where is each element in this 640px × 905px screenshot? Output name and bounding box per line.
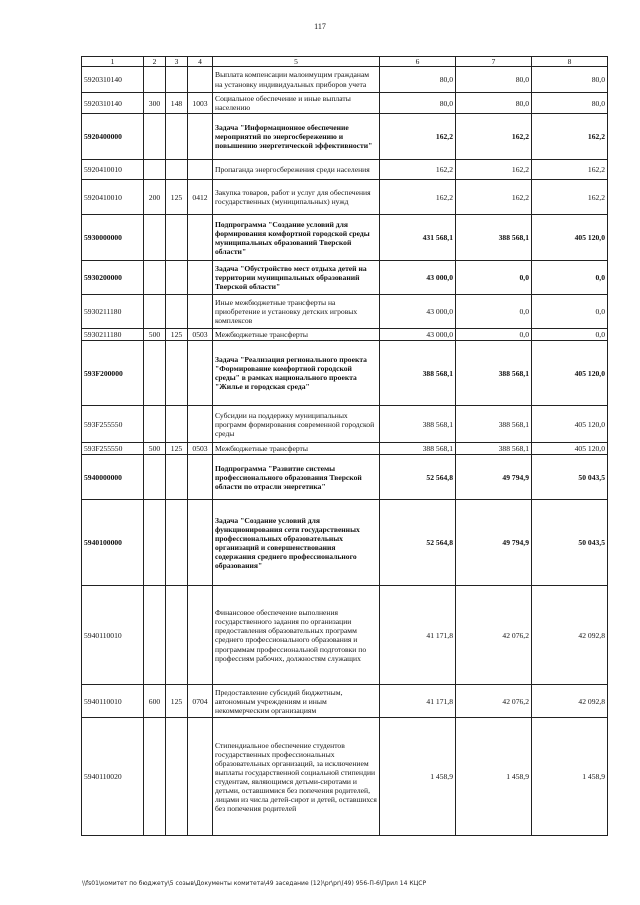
row-description: Задача "Создание условий для функционирования сети государственных профессиональных образовательных организаций и совершенствования содержания среднего профессионального образования" — [213, 500, 380, 586]
row-value-8: 80,0 — [532, 67, 608, 93]
row-ministry — [166, 406, 188, 443]
row-section: 0503 — [188, 443, 213, 455]
row-value-7: 80,0 — [456, 67, 532, 93]
row-type — [144, 406, 166, 443]
table-row — [82, 160, 608, 180]
row-value-6: 41 171,8 — [380, 685, 456, 718]
row-ministry — [166, 160, 188, 180]
row-value-8: 50 043,5 — [532, 455, 608, 500]
table-row — [82, 586, 608, 685]
row-value-6: 431 568,1 — [380, 215, 456, 261]
row-value-7: 162,2 — [456, 114, 532, 160]
table-row — [82, 93, 608, 114]
row-value-6: 388 568,1 — [380, 406, 456, 443]
header-cell: 6 — [380, 57, 456, 67]
row-value-8: 0,0 — [532, 295, 608, 329]
table-row — [82, 215, 608, 261]
row-ministry: 125 — [166, 329, 188, 341]
row-value-7: 162,2 — [456, 160, 532, 180]
row-ministry — [166, 261, 188, 295]
row-value-8: 0,0 — [532, 329, 608, 341]
row-value-7: 49 794,9 — [456, 455, 532, 500]
table-row — [82, 180, 608, 215]
row-type — [144, 160, 166, 180]
row-value-8: 0,0 — [532, 261, 608, 295]
table-row — [82, 455, 608, 500]
row-code: 5940110010 — [82, 586, 144, 685]
table-row — [82, 341, 608, 406]
header-cell: 4 — [188, 57, 213, 67]
row-type: 200 — [144, 180, 166, 215]
row-type: 600 — [144, 685, 166, 718]
row-description: Закупка товаров, работ и услуг для обеспечения государственных (муниципальных) нужд — [213, 180, 380, 215]
row-ministry: 125 — [166, 443, 188, 455]
row-type — [144, 67, 166, 93]
row-type: 500 — [144, 329, 166, 341]
row-value-6: 43 000,0 — [380, 329, 456, 341]
row-value-8: 405 120,0 — [532, 406, 608, 443]
row-code: 593F255550 — [82, 443, 144, 455]
row-type — [144, 215, 166, 261]
row-code: 5920410010 — [82, 180, 144, 215]
row-code: 5930211180 — [82, 295, 144, 329]
row-ministry — [166, 341, 188, 406]
row-description: Межбюджетные трансферты — [213, 329, 380, 341]
header-cell: 8 — [532, 57, 608, 67]
row-code: 5940110010 — [82, 685, 144, 718]
row-description: Межбюджетные трансферты — [213, 443, 380, 455]
row-ministry — [166, 718, 188, 836]
row-description: Иные межбюджетные трансферты на приобретение и установку детских игровых комплексов — [213, 295, 380, 329]
row-value-7: 42 076,2 — [456, 685, 532, 718]
header-row — [82, 57, 608, 67]
row-section — [188, 586, 213, 685]
table-row — [82, 443, 608, 455]
footer-file-path: \\fs01\комитет по бюджету\5 созыв\Документы комитета\49 заседание (12)\pr\pr\(49) 956-П-6\Прил 14 КЦСР — [82, 880, 427, 887]
row-code: 593F200000 — [82, 341, 144, 406]
row-code: 5930200000 — [82, 261, 144, 295]
row-description: Стипендиальное обеспечение студентов государственных профессиональных образовательных организаций, за исключением выплаты государственной социальной стипендии студентам, являющимся детьми-сиротами и детьми, оставшимися без попечения родителей, лицами из числа детей-сирот и детей, оставшихся без попечения родителей — [213, 718, 380, 836]
row-value-6: 43 000,0 — [380, 261, 456, 295]
row-value-7: 0,0 — [456, 329, 532, 341]
row-description: Финансовое обеспечение выполнения государственного задания по организации предоставления образовательных программ среднего профессионального образования и программам профессиональной подготовки по профессиям рабочих, должностям служащих — [213, 586, 380, 685]
table-row — [82, 295, 608, 329]
header-cell: 3 — [166, 57, 188, 67]
row-value-8: 1 458,9 — [532, 718, 608, 836]
row-code: 5920410010 — [82, 160, 144, 180]
row-section — [188, 261, 213, 295]
row-value-6: 43 000,0 — [380, 295, 456, 329]
row-value-7: 388 568,1 — [456, 443, 532, 455]
row-value-6: 41 171,8 — [380, 586, 456, 685]
row-code: 5930211180 — [82, 329, 144, 341]
row-type — [144, 500, 166, 586]
row-ministry — [166, 500, 188, 586]
row-ministry — [166, 455, 188, 500]
row-value-8: 42 092,8 — [532, 685, 608, 718]
row-description: Задача "Информационное обеспечение мероприятий по энергосбережению и повышению энергетической эффективности" — [213, 114, 380, 160]
row-type — [144, 295, 166, 329]
table-row — [82, 500, 608, 586]
header-cell: 5 — [213, 57, 380, 67]
row-ministry — [166, 114, 188, 160]
row-value-7: 0,0 — [456, 261, 532, 295]
row-code: 5920310140 — [82, 93, 144, 114]
row-section — [188, 455, 213, 500]
row-description: Пропаганда энергосбережения среди населения — [213, 160, 380, 180]
row-value-6: 388 568,1 — [380, 341, 456, 406]
row-section — [188, 114, 213, 160]
row-value-6: 80,0 — [380, 67, 456, 93]
row-value-6: 52 564,8 — [380, 500, 456, 586]
row-value-7: 80,0 — [456, 93, 532, 114]
row-code: 5920310140 — [82, 67, 144, 93]
row-value-7: 162,2 — [456, 180, 532, 215]
row-code: 593F255550 — [82, 406, 144, 443]
table-body — [82, 67, 608, 836]
budget-table — [81, 56, 608, 836]
row-section — [188, 295, 213, 329]
row-ministry — [166, 586, 188, 685]
row-ministry — [166, 67, 188, 93]
row-value-7: 1 458,9 — [456, 718, 532, 836]
row-value-8: 405 120,0 — [532, 215, 608, 261]
row-value-6: 52 564,8 — [380, 455, 456, 500]
row-section: 1003 — [188, 93, 213, 114]
row-value-7: 42 076,2 — [456, 586, 532, 685]
row-section: 0412 — [188, 180, 213, 215]
row-value-8: 162,2 — [532, 180, 608, 215]
row-value-6: 162,2 — [380, 160, 456, 180]
table-row — [82, 718, 608, 836]
row-description: Субсидии на поддержку муниципальных программ формирования современной городской среды — [213, 406, 380, 443]
row-section — [188, 67, 213, 93]
row-value-8: 162,2 — [532, 114, 608, 160]
table-row — [82, 261, 608, 295]
row-ministry: 125 — [166, 180, 188, 215]
row-section — [188, 718, 213, 836]
row-code: 5940110020 — [82, 718, 144, 836]
row-description: Задача "Реализация регионального проекта "Формирование комфортной городской среды" в рамках национального проекта "Жилье и городская среда" — [213, 341, 380, 406]
row-section — [188, 215, 213, 261]
table-row — [82, 67, 608, 93]
row-value-6: 388 568,1 — [380, 443, 456, 455]
row-value-7: 388 568,1 — [456, 341, 532, 406]
table-header — [82, 57, 608, 67]
row-type — [144, 341, 166, 406]
row-value-8: 42 092,8 — [532, 586, 608, 685]
row-type: 500 — [144, 443, 166, 455]
row-type — [144, 261, 166, 295]
row-ministry: 148 — [166, 93, 188, 114]
row-section — [188, 406, 213, 443]
row-value-8: 50 043,5 — [532, 500, 608, 586]
row-description: Задача "Обустройство мест отдыха детей на территории муниципальных образований Тверской области" — [213, 261, 380, 295]
row-value-6: 1 458,9 — [380, 718, 456, 836]
table-row — [82, 329, 608, 341]
row-section — [188, 160, 213, 180]
row-section — [188, 341, 213, 406]
row-value-7: 388 568,1 — [456, 406, 532, 443]
row-description: Подпрограмма "Создание условий для формирования комфортной городской среды муниципальных образований Тверской области" — [213, 215, 380, 261]
row-code: 5920400000 — [82, 114, 144, 160]
row-value-6: 162,2 — [380, 114, 456, 160]
row-ministry: 125 — [166, 685, 188, 718]
table-row — [82, 406, 608, 443]
row-code: 5940100000 — [82, 500, 144, 586]
row-value-7: 49 794,9 — [456, 500, 532, 586]
row-value-6: 162,2 — [380, 180, 456, 215]
header-cell: 7 — [456, 57, 532, 67]
row-description: Выплата компенсации малоимущим гражданам на установку индивидуальных приборов учета — [213, 67, 380, 93]
row-value-8: 162,2 — [532, 160, 608, 180]
row-type — [144, 114, 166, 160]
row-section: 0704 — [188, 685, 213, 718]
header-cell: 1 — [82, 57, 144, 67]
row-type — [144, 586, 166, 685]
row-code: 5940000000 — [82, 455, 144, 500]
row-code: 5930000000 — [82, 215, 144, 261]
row-ministry — [166, 295, 188, 329]
row-type — [144, 718, 166, 836]
header-cell: 2 — [144, 57, 166, 67]
row-section: 0503 — [188, 329, 213, 341]
row-section — [188, 500, 213, 586]
row-value-8: 80,0 — [532, 93, 608, 114]
row-value-6: 80,0 — [380, 93, 456, 114]
row-type — [144, 455, 166, 500]
row-description: Предоставление субсидий бюджетным, автономным учреждениям и иным некоммерческим организациям — [213, 685, 380, 718]
table-row — [82, 685, 608, 718]
page-number: 117 — [314, 22, 326, 31]
row-value-8: 405 120,0 — [532, 443, 608, 455]
table-row — [82, 114, 608, 160]
row-type: 300 — [144, 93, 166, 114]
row-description: Социальное обеспечение и иные выплаты населению — [213, 93, 380, 114]
row-ministry — [166, 215, 188, 261]
row-value-7: 388 568,1 — [456, 215, 532, 261]
row-description: Подпрограмма "Развитие системы профессионального образования Тверской области по отрасли энергетика" — [213, 455, 380, 500]
row-value-7: 0,0 — [456, 295, 532, 329]
row-value-8: 405 120,0 — [532, 341, 608, 406]
